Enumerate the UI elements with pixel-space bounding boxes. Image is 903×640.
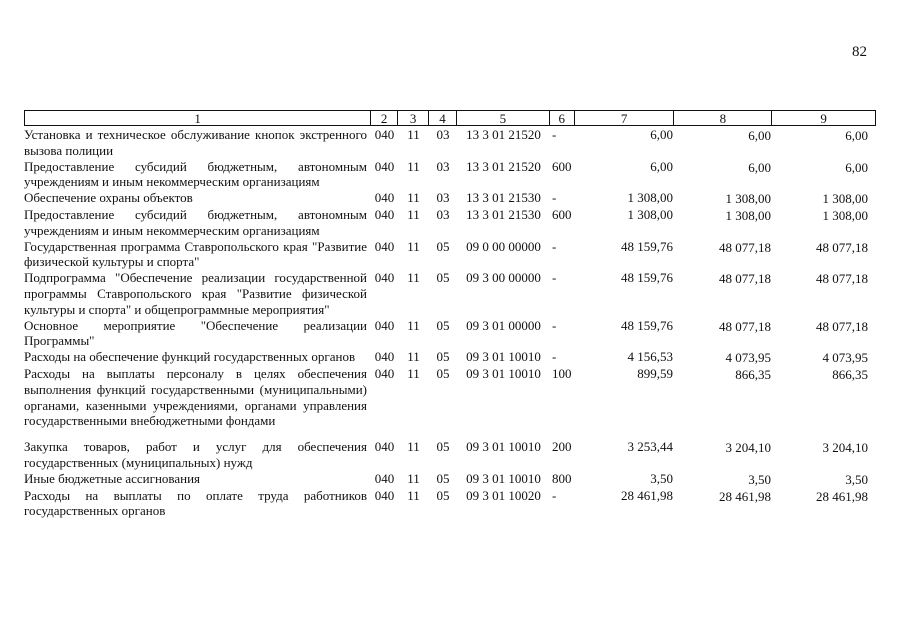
- subsection-code-value: 05: [436, 317, 450, 333]
- amount-col-7-value: 48 159,76: [621, 270, 673, 286]
- amount-col-9: [773, 207, 876, 239]
- ministry-code: [371, 349, 398, 366]
- amount-col-9-value: 6,00: [845, 159, 868, 175]
- target-article-code-value: 09 0 00 00000: [466, 238, 541, 254]
- amount-col-9-value: 48 077,18: [816, 318, 868, 334]
- ministry-code-value: 040: [374, 238, 395, 254]
- amount-col-7-value: 3,50: [650, 470, 673, 486]
- section-code: [398, 239, 429, 271]
- target-article-code: [457, 207, 550, 239]
- ministry-code-value: 040: [374, 206, 395, 222]
- section-code: [398, 349, 429, 366]
- amount-col-7-value: 6,00: [650, 158, 673, 174]
- section-code-value: 11: [407, 487, 420, 503]
- row-description: [24, 488, 371, 520]
- amount-col-7-value: 4 156,53: [627, 349, 673, 365]
- description-line: Иные бюджетные ассигнования: [24, 470, 201, 486]
- ministry-code: [371, 239, 398, 271]
- target-article-code: [457, 349, 550, 366]
- row-description: [24, 159, 371, 191]
- amount-col-7: [575, 159, 675, 191]
- amount-col-9-value: 1 308,00: [822, 191, 868, 207]
- description-line: Подпрограмма "Обеспечение реализации государственной: [24, 270, 367, 286]
- ministry-code-value: 040: [374, 158, 395, 174]
- amount-col-8-value: 48 077,18: [719, 271, 771, 287]
- section-code-value: 11: [407, 270, 420, 286]
- subsection-code-value: 05: [436, 349, 450, 365]
- amount-col-9: [773, 270, 876, 317]
- subsection-code-value: 05: [436, 365, 450, 381]
- row-description: [24, 439, 371, 471]
- amount-col-7-value: 1 308,00: [627, 190, 673, 206]
- target-article-code: [457, 127, 550, 159]
- subsection-code: [429, 471, 457, 488]
- amount-col-9-value: 3,50: [845, 471, 868, 487]
- target-article-code: [457, 318, 550, 350]
- target-article-code-value: 09 3 01 00000: [466, 317, 541, 333]
- row-description: [24, 366, 371, 429]
- target-article-code-value: 13 3 01 21520: [466, 158, 541, 174]
- table-row: [24, 270, 876, 317]
- amount-col-9: [773, 318, 876, 350]
- ministry-code: [371, 318, 398, 350]
- amount-col-8: [675, 488, 773, 520]
- description-line: Предоставление субсидий бюджетным, автономным: [24, 206, 367, 222]
- table-row: [24, 127, 876, 159]
- amount-col-9-value: 48 077,18: [816, 271, 868, 287]
- row-description: [24, 471, 371, 488]
- header-col-9: 9: [820, 111, 827, 126]
- section-code-value: 11: [407, 349, 420, 365]
- description-line: вызова полиции: [24, 142, 114, 158]
- expense-type-code-value: -: [552, 127, 557, 142]
- table-row: [24, 488, 876, 520]
- target-article-code: [457, 439, 550, 471]
- amount-col-7: [575, 366, 675, 429]
- description-line: культуры и спорта" и общепрограммные мероприятия": [24, 301, 330, 317]
- amount-col-7: [575, 207, 675, 239]
- target-article-code-value: 13 3 01 21530: [466, 206, 541, 222]
- amount-col-9-value: 3 204,10: [822, 440, 868, 456]
- subsection-code: [429, 127, 457, 159]
- section-code-value: 11: [407, 317, 420, 333]
- header-col-1: 1: [25, 111, 371, 125]
- amount-col-8: [675, 190, 773, 207]
- expense-type-code: [550, 349, 575, 366]
- amount-col-9-value: 48 077,18: [816, 239, 868, 255]
- expense-type-code-value: 800: [552, 470, 572, 486]
- description-line: Расходы на выплаты персоналу в целях обеспечения: [24, 365, 367, 381]
- amount-col-8: [675, 159, 773, 191]
- amount-col-8-value: 6,00: [748, 159, 771, 175]
- expense-type-code: [550, 488, 575, 520]
- amount-col-8-value: 48 077,18: [719, 318, 771, 334]
- amount-col-7-value: 1 308,00: [627, 206, 673, 222]
- amount-col-8-value: 4 073,95: [725, 350, 771, 366]
- expense-type-code-value: 200: [552, 439, 572, 455]
- section-code-value: 11: [407, 439, 420, 455]
- amount-col-8-value: 866,35: [735, 366, 771, 382]
- subsection-code-value: 05: [436, 470, 450, 486]
- expense-type-code: [550, 439, 575, 471]
- amount-col-9-value: 6,00: [845, 128, 868, 143]
- subsection-code: [429, 349, 457, 366]
- ministry-code: [371, 488, 398, 520]
- header-col-2: 2: [371, 111, 398, 125]
- expense-type-code-value: 600: [552, 158, 572, 174]
- target-article-code-value: 13 3 01 21530: [466, 190, 541, 206]
- expense-type-code-value: -: [552, 487, 557, 503]
- amount-col-7: [575, 488, 675, 520]
- target-article-code-value: 09 3 01 10010: [466, 439, 541, 455]
- amount-col-7-value: 48 159,76: [621, 238, 673, 254]
- amount-col-7: [575, 471, 675, 488]
- amount-col-9-value: 28 461,98: [816, 488, 868, 504]
- target-article-code: [457, 471, 550, 488]
- target-article-code-value: 09 3 01 10010: [466, 349, 541, 365]
- ministry-code-value: 040: [374, 127, 395, 142]
- target-article-code: [457, 488, 550, 520]
- description-line: выполнения функций государственными (муниципальными): [24, 381, 367, 397]
- description-line: государственных (муниципальных) нужд: [24, 454, 253, 470]
- table-row: [24, 366, 876, 429]
- target-article-code: [457, 366, 550, 429]
- subsection-code-value: 05: [436, 487, 450, 503]
- section-code: [398, 471, 429, 488]
- amount-col-8: [675, 366, 773, 429]
- expense-type-code-value: 100: [552, 365, 572, 381]
- description-line: Предоставление субсидий бюджетным, автономным: [24, 158, 367, 174]
- table-body: [24, 127, 876, 519]
- subsection-code: [429, 488, 457, 520]
- section-code: [398, 366, 429, 429]
- amount-col-8: [675, 207, 773, 239]
- page-number: 82: [852, 44, 867, 60]
- amount-col-7-value: 899,59: [637, 365, 673, 381]
- description-line: Установка и техническое обслуживание кнопок экстренного: [24, 127, 367, 142]
- section-code: [398, 488, 429, 520]
- amount-col-8: [675, 270, 773, 317]
- row-description: [24, 239, 371, 271]
- expense-type-code-value: -: [552, 349, 557, 365]
- section-code: [398, 159, 429, 191]
- subsection-code: [429, 190, 457, 207]
- amount-col-7-value: 28 461,98: [621, 487, 673, 503]
- target-article-code-value: 09 3 01 10010: [466, 470, 541, 486]
- expense-type-code-value: 600: [552, 206, 572, 222]
- expense-type-code: [550, 207, 575, 239]
- amount-col-7: [575, 439, 675, 471]
- header-col-3: 3: [398, 111, 429, 125]
- amount-col-8: [675, 349, 773, 366]
- subsection-code: [429, 207, 457, 239]
- expense-type-code: [550, 127, 575, 159]
- ministry-code-value: 040: [374, 439, 395, 455]
- section-code: [398, 439, 429, 471]
- section-code-value: 11: [407, 238, 420, 254]
- amount-col-7: [575, 318, 675, 350]
- amount-col-9: [773, 159, 876, 191]
- description-line: государственных органов: [24, 503, 166, 519]
- amount-col-8-value: 6,00: [748, 128, 771, 143]
- subsection-code-value: 05: [436, 238, 450, 254]
- subsection-code-value: 03: [436, 206, 450, 222]
- description-line: Обеспечение охраны объектов: [24, 190, 193, 206]
- ministry-code: [371, 366, 398, 429]
- amount-col-7: [575, 127, 675, 159]
- target-article-code: [457, 159, 550, 191]
- ministry-code-value: 040: [374, 270, 395, 286]
- expense-type-code: [550, 366, 575, 429]
- target-article-code: [457, 239, 550, 271]
- amount-col-7: [575, 270, 675, 317]
- amount-col-8-value: 48 077,18: [719, 239, 771, 255]
- row-description: [24, 207, 371, 239]
- amount-col-7: [575, 349, 675, 366]
- description-line: физической культуры и спорта": [24, 254, 200, 270]
- target-article-code-value: 09 3 00 00000: [466, 270, 541, 286]
- section-code-value: 11: [407, 190, 420, 206]
- table-row: [24, 471, 876, 488]
- row-description: [24, 190, 371, 207]
- subsection-code-value: 03: [436, 190, 450, 206]
- description-line: Программы": [24, 333, 95, 349]
- expense-type-code: [550, 190, 575, 207]
- description-line: Закупка товаров, работ и услуг для обеспечения: [24, 439, 367, 455]
- amount-col-7: [575, 190, 675, 207]
- expense-type-code: [550, 318, 575, 350]
- row-description: [24, 318, 371, 350]
- amount-col-7-value: 6,00: [650, 127, 673, 142]
- ministry-code: [371, 270, 398, 317]
- amount-col-8-value: 1 308,00: [725, 191, 771, 207]
- subsection-code-value: 03: [436, 158, 450, 174]
- subsection-code-value: 05: [436, 439, 450, 455]
- section-code-value: 11: [407, 470, 420, 486]
- ministry-code-value: 040: [374, 190, 395, 206]
- amount-col-9: [773, 190, 876, 207]
- amount-col-8-value: 1 308,00: [725, 207, 771, 223]
- amount-col-8-value: 3,50: [748, 471, 771, 487]
- ministry-code: [371, 127, 398, 159]
- subsection-code: [429, 159, 457, 191]
- table-row: [24, 318, 876, 350]
- ministry-code-value: 040: [374, 487, 395, 503]
- amount-col-8: [675, 439, 773, 471]
- subsection-code-value: 05: [436, 270, 450, 286]
- ministry-code-value: 040: [374, 317, 395, 333]
- header-col-5: 5: [457, 111, 550, 125]
- header-col-7: 7: [575, 111, 675, 125]
- amount-col-8-value: 28 461,98: [719, 488, 771, 504]
- amount-col-7-value: 3 253,44: [627, 439, 673, 455]
- target-article-code: [457, 190, 550, 207]
- ministry-code: [371, 471, 398, 488]
- header-col-6: 6: [550, 111, 575, 125]
- amount-col-9: [773, 471, 876, 488]
- amount-col-9: [773, 488, 876, 520]
- section-code-value: 11: [407, 158, 420, 174]
- header-col-8: 8: [674, 111, 772, 125]
- amount-col-9: [773, 349, 876, 366]
- subsection-code-value: 03: [436, 127, 450, 142]
- ministry-code-value: 040: [374, 470, 395, 486]
- table-row: [24, 239, 876, 271]
- amount-col-9-value: 1 308,00: [822, 207, 868, 223]
- amount-col-9: [773, 127, 876, 159]
- amount-col-9: [773, 439, 876, 471]
- description-line: Государственная программа Ставропольского края "Развитие: [24, 238, 367, 254]
- amount-col-8: [675, 127, 773, 159]
- section-code-value: 11: [407, 365, 420, 381]
- row-description: [24, 349, 371, 366]
- section-code: [398, 127, 429, 159]
- section-code: [398, 270, 429, 317]
- row-description: [24, 127, 371, 159]
- description-line: государственными внебюджетными фондами: [24, 413, 276, 429]
- subsection-code: [429, 270, 457, 317]
- subsection-code: [429, 318, 457, 350]
- section-code-value: 11: [407, 206, 420, 222]
- ministry-code: [371, 159, 398, 191]
- expense-type-code: [550, 471, 575, 488]
- description-line: Расходы на выплаты по оплате труда работников: [24, 487, 367, 503]
- ministry-code-value: 040: [374, 349, 395, 365]
- description-line: Расходы на обеспечение функций государственных органов: [24, 349, 356, 365]
- amount-col-9: [773, 366, 876, 429]
- header-col-4: 4: [429, 111, 457, 125]
- amount-col-9-value: 866,35: [832, 366, 868, 382]
- section-code: [398, 318, 429, 350]
- amount-col-8: [675, 318, 773, 350]
- section-code-value: 11: [407, 127, 420, 142]
- subsection-code: [429, 366, 457, 429]
- ministry-code: [371, 190, 398, 207]
- ministry-code: [371, 439, 398, 471]
- table-row: [24, 439, 876, 471]
- table-row: [24, 207, 876, 239]
- section-code: [398, 207, 429, 239]
- description-line: программы Ставропольского края "Развитие физической: [24, 285, 367, 301]
- amount-col-8: [675, 239, 773, 271]
- target-article-code-value: 09 3 01 10020: [466, 487, 541, 503]
- amount-col-8-value: 3 204,10: [725, 440, 771, 456]
- ministry-code-value: 040: [374, 365, 395, 381]
- row-description: [24, 270, 371, 317]
- table-header: [24, 110, 876, 126]
- target-article-code-value: 13 3 01 21520: [466, 127, 541, 142]
- expense-type-code-value: -: [552, 270, 557, 286]
- expense-type-code-value: -: [552, 190, 557, 206]
- target-article-code-value: 09 3 01 10010: [466, 365, 541, 381]
- expense-type-code: [550, 239, 575, 271]
- subsection-code: [429, 239, 457, 271]
- expense-type-code: [550, 159, 575, 191]
- amount-col-8: [675, 471, 773, 488]
- description-line: учреждениям и иным некоммерческим организациям: [24, 174, 320, 190]
- table-row: [24, 349, 876, 366]
- expense-type-code: [550, 270, 575, 317]
- description-line: органами, казенными учреждениями, органами управления: [24, 397, 367, 413]
- description-line: учреждениям и иным некоммерческим организациям: [24, 222, 320, 238]
- table-row: [24, 159, 876, 191]
- subsection-code: [429, 439, 457, 471]
- amount-col-9: [773, 239, 876, 271]
- expense-type-code-value: -: [552, 317, 557, 333]
- amount-col-7: [575, 239, 675, 271]
- target-article-code: [457, 270, 550, 317]
- description-line: Основное мероприятие "Обеспечение реализации: [24, 317, 367, 333]
- table-row: [24, 190, 876, 207]
- amount-col-7-value: 48 159,76: [621, 317, 673, 333]
- amount-col-9-value: 4 073,95: [822, 350, 868, 366]
- ministry-code: [371, 207, 398, 239]
- section-code: [398, 190, 429, 207]
- expense-type-code-value: -: [552, 238, 557, 254]
